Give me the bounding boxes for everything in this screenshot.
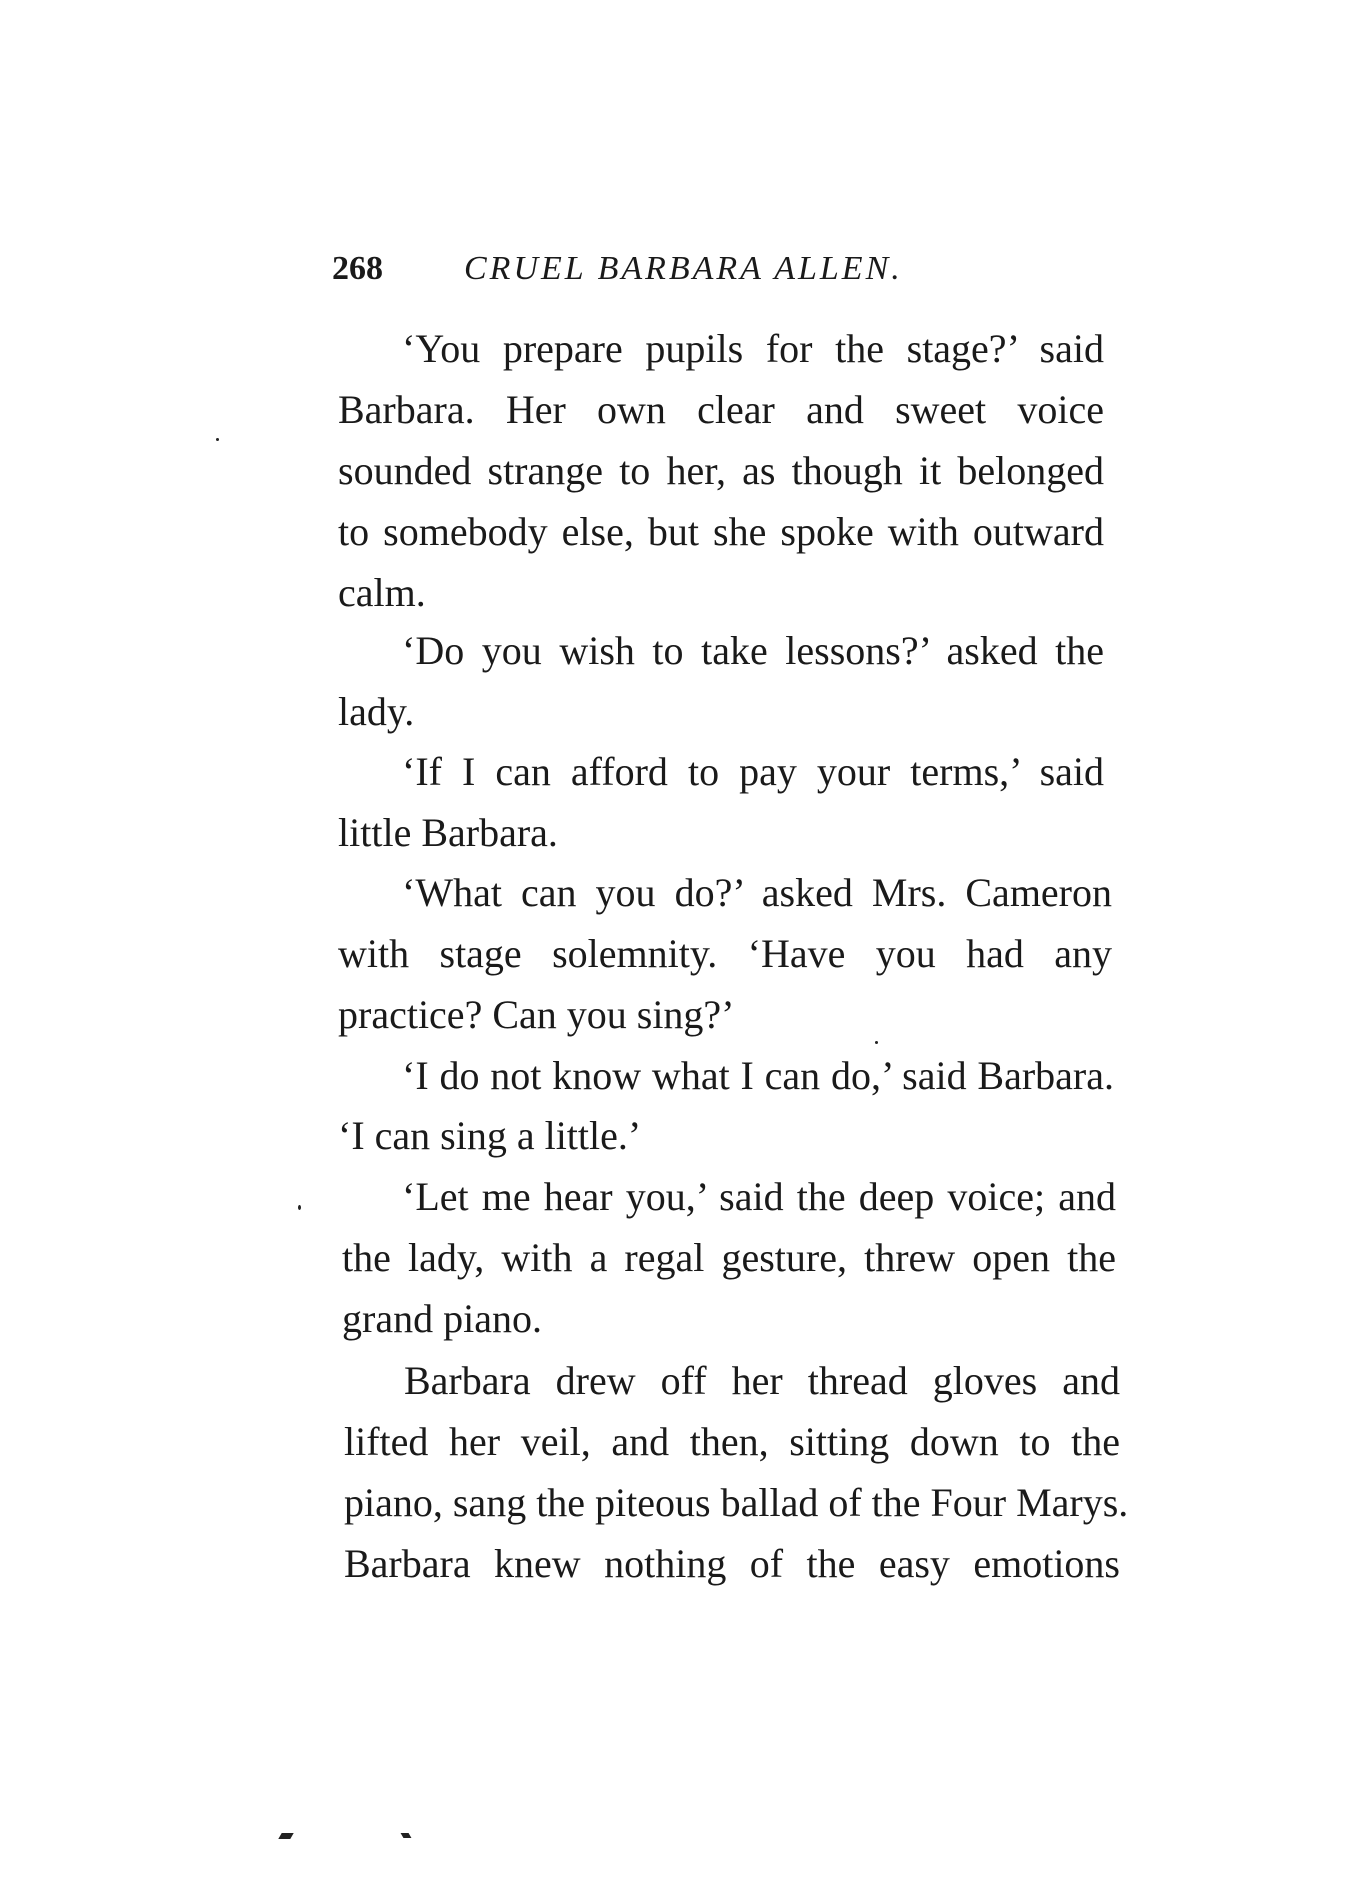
scan-speck xyxy=(401,1833,412,1838)
text-line: the lady, with a regal gesture, threw open the xyxy=(342,1235,1116,1280)
text-line: ‘I do not know what I can do,’ said Barbara. xyxy=(402,1053,1114,1098)
text-line: Barbara drew off her thread gloves and xyxy=(404,1358,1120,1403)
text-line: piano, sang the piteous ballad of the Four Marys. xyxy=(344,1480,1129,1525)
text-line: grand piano. xyxy=(342,1296,542,1341)
text-line: Barbara knew nothing of the easy emotions xyxy=(344,1541,1120,1586)
text-line: ‘You prepare pupils for the stage?’ said xyxy=(402,326,1104,371)
scan-speck xyxy=(278,1833,293,1839)
scan-speck xyxy=(216,438,219,441)
scan-speck xyxy=(298,1205,301,1210)
text-line: ‘What can you do?’ asked Mrs. Cameron xyxy=(402,870,1112,915)
text-line: lady. xyxy=(338,689,415,734)
text-line: with stage solemnity. ‘Have you had any xyxy=(338,931,1112,976)
text-line: ‘I can sing a little.’ xyxy=(338,1113,642,1158)
running-title: CRUEL BARBARA ALLEN. xyxy=(464,250,903,287)
text-line: Barbara. Her own clear and sweet voice xyxy=(338,387,1104,432)
scan-speck xyxy=(875,1041,878,1044)
text-line: to somebody else, but she spoke with outward xyxy=(338,509,1104,554)
page-header xyxy=(332,250,1110,300)
text-line: sounded strange to her, as though it belonged xyxy=(338,448,1104,493)
page-number: 268 xyxy=(332,250,383,287)
text-line: calm. xyxy=(338,570,426,615)
text-line: ‘Let me hear you,’ said the deep voice; and xyxy=(402,1174,1116,1219)
text-line: ‘If I can afford to pay your terms,’ said xyxy=(402,749,1104,794)
text-line: practice? Can you sing?’ xyxy=(338,992,735,1037)
text-line: ‘Do you wish to take lessons?’ asked the xyxy=(402,628,1104,673)
text-line: little Barbara. xyxy=(338,810,558,855)
text-line: lifted her veil, and then, sitting down to the xyxy=(344,1419,1120,1464)
